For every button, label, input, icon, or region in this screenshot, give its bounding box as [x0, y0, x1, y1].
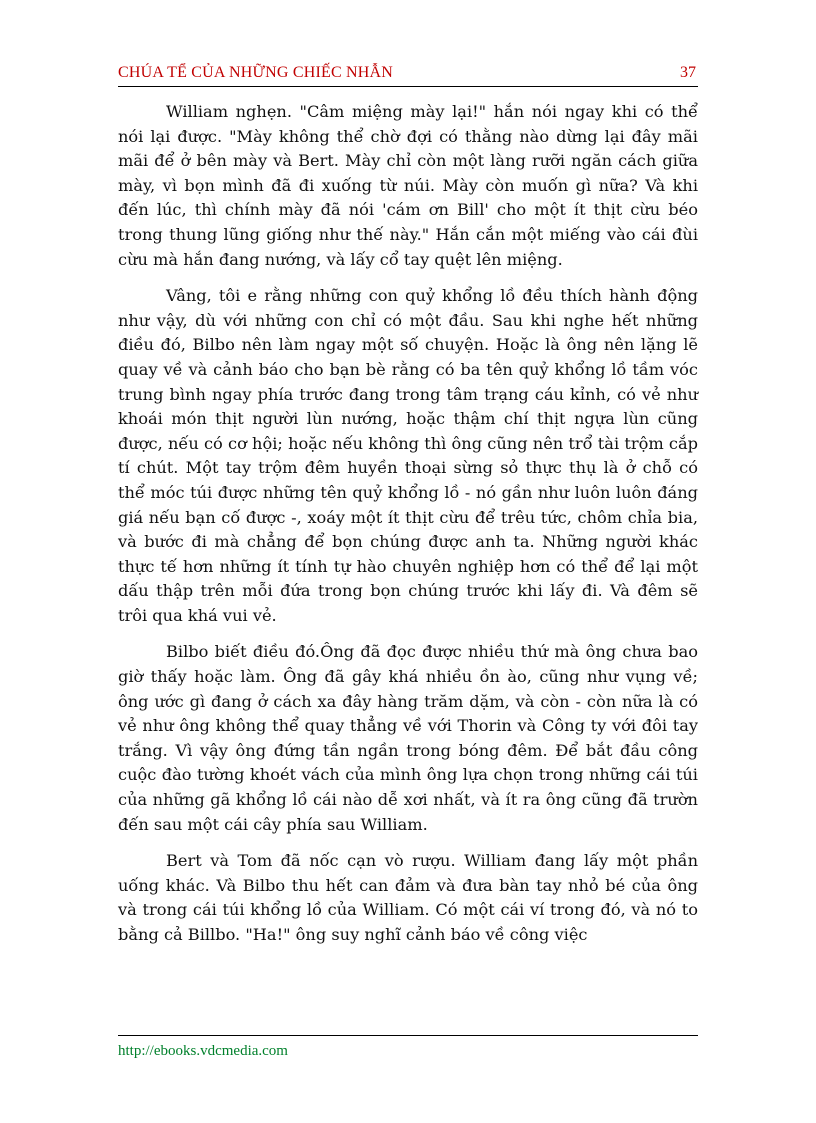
page-footer — [118, 1035, 698, 1060]
page-body — [118, 100, 698, 960]
paragraph-3: Bilbo biết điều đó.Ông đã đọc được nhiều thứ mà ông chưa bao giờ thấy hoặc làm. Ông đã gây khá nhiều ồn ào, cũng như vụng về; ông ước gì đang ở cách xa đây hàng trăm dặm, và còn - còn nữa là có vẻ như ông không thể quay thẳng về với Thorin và Công ty với đôi tay trắng. Vì vậy ông đứng tần ngần trong bóng đêm. Để bắt đầu công cuộc đào tường khoét vách của mình ông lựa chọn trong những cái túi của những gã khổng lồ cái nào dễ xơi nhất, và ít ra ông cũng đã trườn đến sau một cái cây phía sau William. — [118, 642, 698, 834]
paragraph-4: Bert và Tom đã nốc cạn vò rượu. William đang lấy một phần uống khác. Và Bilbo thu hết can đảm và đưa bàn tay nhỏ bé của ông và trong cái túi khổng lồ của William. Có một cái ví trong đó, và nó to bằng cả Billbo. "Ha!" ông suy nghĩ cảnh báo về công việc — [118, 851, 698, 944]
page-number: 37 — [680, 64, 696, 81]
page-header — [118, 62, 698, 87]
footer-link[interactable]: http://ebooks.vdcmedia.com — [118, 1043, 288, 1059]
paragraph-1: William nghẹn. "Câm miệng mày lại!" hắn nói ngay khi có thể nói lại được. "Mày không thể chờ đợi có thằng nào dừng lại đây mãi mãi để ở bên mày và Bert. Mày chỉ còn một làng rưỡi ngăn cách giữa mày, vì bọn mình đã đi xuống từ núi. Mày còn muốn gì nữa? Và khi đến lúc, thì chính mày đã nói 'cám ơn Bill' cho một ít thịt cừu béo trong thung lũng giống như thế này." Hắn cắn một miếng vào cái đùi cừu mà hắn đang nướng, và lấy cổ tay quệt lên miệng. — [118, 102, 698, 269]
book-title: CHÚA TỂ CỦA NHỮNG CHIẾC NHẪN — [118, 64, 394, 81]
paragraph-2: Vâng, tôi e rằng những con quỷ khổng lồ đều thích hành động như vậy, dù với những con chỉ có một đầu. Sau khi nghe hết những điều đó, Bilbo nên làm ngay một số chuyện. Hoặc là ông nên lặng lẽ quay về và cảnh báo cho bạn bè rằng có ba tên quỷ khổng lồ tầm vóc trung bình ngay phía trước đang trong tâm trạng cáu kỉnh, có vẻ như khoái món thịt người lùn nướng, hoặc thậm chí thịt ngựa lùn cũng được, nếu có cơ hội; hoặc nếu không thì ông cũng nên trổ tài trộm cắp tí chút. Một tay trộm đêm huyền thoại sừng sỏ thực thụ là ở chỗ có thể móc túi được những tên quỷ khổng lồ - nó gần như luôn luôn đáng giá nếu bạn cố được -, xoáy một ít thịt cừu để trêu tức, chôm chỉa bia, và bước đi mà chẳng để bọn chúng được anh ta. Những người khác thực tế hơn những ít tính tự hào chuyên nghiệp hơn có thể để lại một dấu thập trên mỗi đứa trong bọn chúng trước khi lấy đi. Và đêm sẽ trôi qua khá vui vẻ. — [118, 286, 698, 625]
